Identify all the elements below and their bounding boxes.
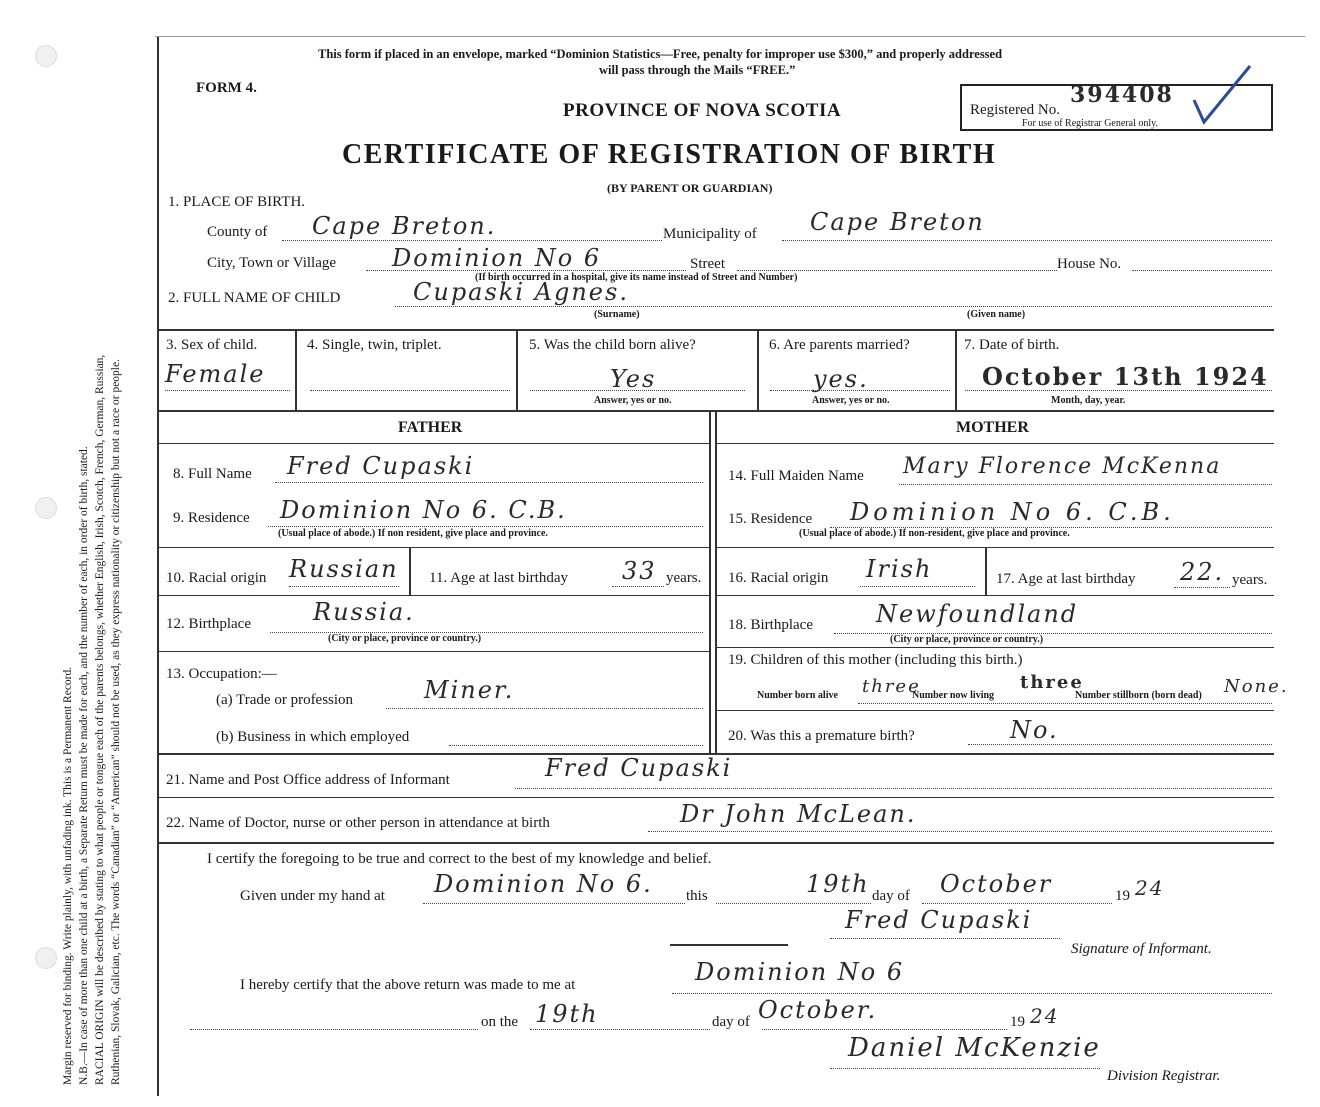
margin-instructions — [60, 45, 124, 1085]
children-label: 19. Children of this mother (including this birth.) — [728, 652, 1023, 668]
birthplace-note: (City or place, province or country.) — [328, 633, 482, 644]
father-birthplace-value: Russia. — [313, 598, 415, 626]
abode-note: (Usual place of abode.) If non resident, give place and province. — [278, 528, 548, 539]
trade-value: Miner. — [424, 676, 515, 704]
father-years: years. — [666, 570, 702, 586]
father-racial-label: 10. Racial origin — [166, 570, 267, 586]
mother-racial-label: 16. Racial origin — [728, 570, 829, 586]
mother-name-label: 14. Full Maiden Name — [728, 468, 864, 484]
certify-statement: I certify the foregoing to be true and correct to the best of my knowledge and belief. — [207, 851, 712, 867]
given-place: Dominion No 6. — [434, 870, 653, 898]
day-of-label: day of — [872, 888, 910, 904]
mail-note: This form if placed in an envelope, marked “Dominion Statistics—Free, penalty for improper use $300,” and properly addressed — [318, 47, 1003, 61]
doctor-label: 22. Name of Doctor, nurse or other person in attendance at birth — [166, 815, 550, 831]
registrar-statement: I hereby certify that the above return was made to me at — [240, 977, 576, 993]
mother-residence-label: 15. Residence — [728, 511, 813, 527]
registered-number: 394408 — [1070, 82, 1174, 108]
born-alive-value: Yes — [610, 365, 657, 393]
punch-hole — [35, 497, 57, 519]
form-number: FORM 4. — [196, 80, 257, 96]
mother-birthplace-label: 18. Birthplace — [728, 617, 813, 633]
born-alive-count-label: Number born alive — [757, 690, 838, 701]
trade-label: (a) Trade or profession — [216, 692, 354, 708]
municipality-label: Municipality of — [663, 226, 757, 242]
margin-note: RACIAL ORIGIN will be described by stating to what people or tongue each of the parents belongs, whether English, Irish, Scotch, French, German, Russian, — [94, 354, 106, 1085]
municipality-value: Cape Breton — [810, 208, 985, 236]
dob-note: Month, day, year. — [1051, 395, 1126, 406]
child-name-value: Cupaski Agnes. — [413, 278, 629, 306]
premature-value: No. — [1010, 716, 1059, 744]
father-heading: FATHER — [398, 419, 463, 436]
registrar-month: October. — [758, 996, 878, 1024]
mother-years: years. — [1232, 572, 1268, 588]
left-border — [157, 36, 159, 1096]
child-name-label: 2. FULL NAME OF CHILD — [168, 290, 341, 306]
this-label: this — [686, 888, 708, 904]
registrar-year: 24 — [1030, 1004, 1060, 1028]
county-label: County of — [207, 224, 268, 240]
signature-label: Signature of Informant. — [1071, 941, 1212, 957]
birthplace-note: (City or place, province or country.) — [890, 634, 1044, 645]
dob-value: October 13th 1924 — [982, 362, 1269, 391]
doctor-value: Dr John McLean. — [680, 800, 917, 828]
year-prefix: 19 — [1010, 1014, 1025, 1030]
mother-age-value: 22. — [1180, 558, 1225, 586]
mother-heading: MOTHER — [956, 419, 1029, 436]
place-heading: 1. PLACE OF BIRTH. — [168, 194, 306, 210]
mother-residence-value: Dominion No 6. C.B. — [850, 498, 1175, 526]
margin-note: Margin reserved for binding. Write plainly, with unfading ink. This is a Permanent Record. — [62, 666, 74, 1085]
father-age-value: 33 — [622, 557, 657, 585]
divider — [670, 944, 788, 946]
registrar-signature: Daniel McKenzie — [848, 1033, 1101, 1063]
premature-label: 20. Was this a premature birth? — [728, 728, 915, 744]
married-value: yes. — [813, 365, 869, 393]
father-age-label: 11. Age at last birthday — [429, 570, 568, 586]
city-value: Dominion No 6 — [392, 244, 602, 272]
top-border — [155, 36, 1305, 37]
answer-note: Answer, yes or no. — [812, 395, 890, 406]
father-residence-value: Dominion No 6. C.B. — [280, 496, 567, 524]
mail-note: will pass through the Mails “FREE.” — [599, 63, 796, 77]
province-heading: PROVINCE OF NOVA SCOTIA — [563, 100, 842, 121]
mother-racial-value: Irish — [866, 555, 933, 583]
married-label: 6. Are parents married? — [769, 337, 910, 353]
living-count: three — [1020, 672, 1084, 693]
given-name-note: (Given name) — [967, 309, 1026, 320]
given-month: October — [940, 870, 1053, 898]
stillborn-count: None. — [1224, 676, 1289, 697]
surname-note: (Surname) — [594, 309, 640, 320]
checkmark-icon — [1190, 60, 1260, 130]
mother-name-value: Mary Florence McKenna — [903, 454, 1222, 479]
registrar-day: 19th — [535, 1000, 599, 1028]
house-label: House No. — [1057, 256, 1122, 272]
informant-value: Fred Cupaski — [545, 754, 733, 782]
business-label: (b) Business in which employed — [216, 729, 410, 745]
informant-signature: Fred Cupaski — [845, 906, 1033, 934]
punch-hole — [35, 947, 57, 969]
sex-value: Female — [165, 360, 266, 388]
born-alive-count: three — [862, 676, 921, 697]
margin-note: Ruthenian, Slovak, Galician, etc. The words “Canadian” or “American” should not be used, as they express nationality or citizenship but not a race or people. — [110, 359, 122, 1085]
page-subtitle: (BY PARENT OR GUARDIAN) — [607, 181, 773, 195]
day-of-label: day of — [712, 1014, 750, 1030]
father-name-label: 8. Full Name — [173, 466, 252, 482]
mother-birthplace-value: Newfoundland — [876, 600, 1079, 628]
given-year: 24 — [1135, 876, 1165, 900]
father-birthplace-label: 12. Birthplace — [166, 616, 251, 632]
multiple-birth-label: 4. Single, twin, triplet. — [307, 337, 442, 353]
given-label: Given under my hand at — [240, 888, 385, 904]
stillborn-count-label: Number stillborn (born dead) — [1075, 690, 1202, 701]
informant-label: 21. Name and Post Office address of Informant — [166, 772, 450, 788]
county-value: Cape Breton. — [312, 212, 497, 240]
father-racial-value: Russian — [289, 555, 399, 583]
registrar-title: Division Registrar. — [1107, 1068, 1221, 1084]
city-label: City, Town or Village — [207, 255, 337, 271]
registrar-note: For use of Registrar General only. — [1022, 118, 1158, 129]
occupation-label: 13. Occupation:— — [166, 666, 277, 682]
year-prefix: 19 — [1115, 888, 1130, 904]
born-alive-label: 5. Was the child born alive? — [529, 337, 696, 353]
father-name-value: Fred Cupaski — [287, 452, 475, 480]
street-label: Street — [690, 256, 725, 272]
given-day: 19th — [806, 870, 870, 898]
punch-hole — [35, 45, 57, 67]
margin-note: N.B.—In case of more than one child at a birth, a Separate Return must be made for each, and the number of each, in order of birth, stated. — [78, 446, 90, 1085]
registrar-place: Dominion No 6 — [695, 958, 905, 986]
on-the-label: on the — [481, 1014, 519, 1030]
dob-label: 7. Date of birth. — [964, 337, 1060, 353]
living-count-label: Number now living — [912, 690, 995, 701]
father-residence-label: 9. Residence — [173, 510, 250, 526]
page-title: CERTIFICATE OF REGISTRATION OF BIRTH — [342, 139, 997, 170]
registered-label: Registered No. — [970, 102, 1060, 118]
answer-note: Answer, yes or no. — [594, 395, 672, 406]
sex-label: 3. Sex of child. — [166, 337, 258, 353]
abode-note: (Usual place of abode.) If non-resident, give place and province. — [799, 528, 1070, 539]
mother-age-label: 17. Age at last birthday — [996, 571, 1136, 587]
hospital-note: (If birth occurred in a hospital, give its name instead of Street and Number) — [475, 272, 798, 283]
